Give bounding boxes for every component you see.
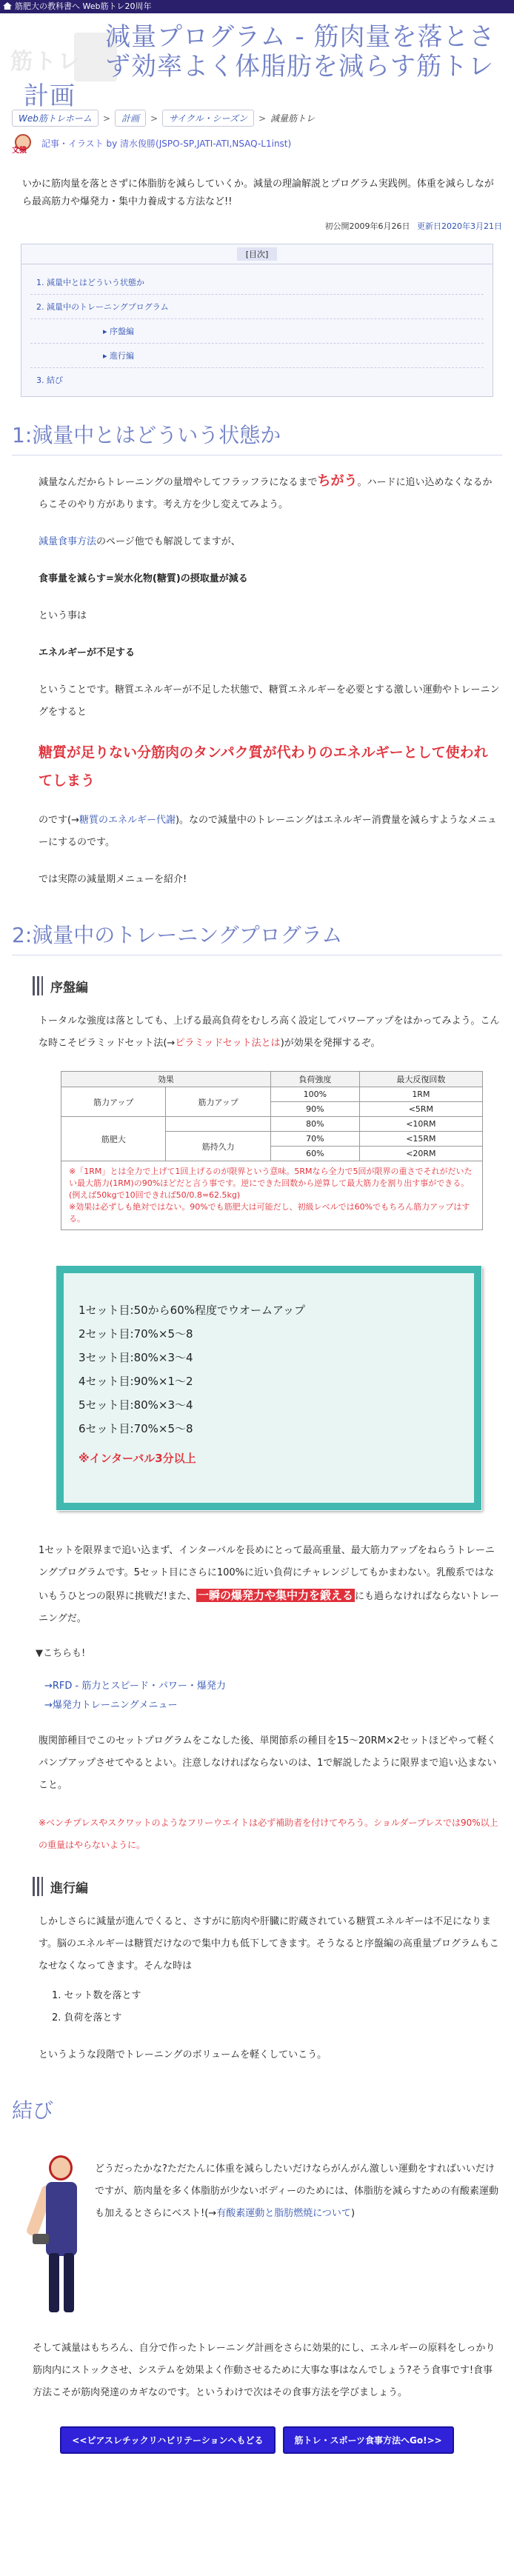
intro-text: いかに筋肉量を落とさずに体脂肪を減らしていくか。減量の理論解説とプログラム実践例。体重を減らしながら最高筋力や爆発力・集中力養成する方法など!! [22,178,494,207]
set-line: 6セット目:70%×5〜8 [79,1422,193,1435]
list-item: 1. セット数を落とす [52,1990,141,2001]
paragraph: 1セットを限界まで追い込まず、インターバルを長めにとって最高重量、最大筋力アップをねらうトレーニングプログラムです。5セット目にさらに100%に近い負荷にチャレンジしてもかまわない。乳酸系ではないもうひとつの限界に挑戦だ!また、 一瞬の爆発力や集中力を鍛える にも過らなければならないトレーニングだ。 [39,1545,499,1624]
paragraph: というような段階でトレーニングのボリュームを軽くしていこう。 [39,2049,327,2061]
link-pyramid-set[interactable]: ピラミッドセット法とは [175,1038,281,1049]
paragraph: ということです。糖質エネルギーが不足した状態で、糖質エネルギーを必要とする激しい運動やトレーニングをすると [39,684,500,718]
paragraph: 食事量を減らす=炭水化物(糖質)の摂取量が減る [39,573,248,584]
set-line: 2セット目:70%×5〜8 [79,1327,193,1341]
subsection-progress: 進行編 [33,1877,502,1896]
heading-bar-icon [33,1877,43,1896]
toc-title: [目次] [237,247,278,261]
page-title: 減量プログラム - 筋肉量を落とさ ず効率よく体脂肪を減らす筋トレ 計画 [24,22,495,111]
section-1-heading: 1:減量中とはどういう状態か [12,421,502,456]
trainer-illustration [33,2152,89,2323]
updated-date: 更新日2020年3月21日 [417,221,502,231]
table-cell [166,1117,270,1132]
breadcrumb-home[interactable]: Web筋トレホーム [12,110,99,127]
breadcrumb-current: 減量筋トレ [270,113,316,124]
paragraph: では実際の減量期メニューを紹介! [39,874,187,885]
site-logo[interactable]: 筋トレ [10,49,81,75]
paragraph: エネルギーが不足する [39,647,136,658]
step-list [52,1985,501,2029]
paragraph: 減量食事方法のページ他でも解説してますが、 [39,536,241,547]
table-of-contents [21,244,493,397]
table-cell: 筋肥大 [61,1117,166,1161]
author-line [12,134,502,161]
related-label: ▼こちらも! [36,1648,86,1659]
table-header: 効果 [61,1072,271,1087]
key-statement: 糖質が足りない分筋肉のタンパク質が代わりのエネルギーとして使われてしまう [39,744,488,789]
paragraph: トータルな強度は落としても、上げる最高負荷をむしろ高く設定してパワーアップをはかってみよう。こんな時こそピラミッドセット法(→ピラミッドセット法とは)が効果を発揮するぞ。 [39,1015,500,1049]
related-link[interactable]: →爆発力トレーニングメニュー [44,1700,178,1711]
table-header: 負荷強度 [270,1072,359,1087]
table-header: 最大反復回数 [359,1072,482,1087]
paragraph: のです(→糖質のエネルギー代謝)。なので減量中のトレーニングはエネルギー消費量を減らすようなメニューにするのです。 [39,815,497,848]
paragraph: という事は [39,610,87,621]
section-3-heading: 結び [12,2098,54,2123]
table-cell: 100% [270,1087,359,1102]
set-line: 4セット目:90%×1〜2 [79,1375,193,1388]
table-cell: 90% [270,1102,359,1117]
link-aerobic[interactable]: 有酸素運動と脂肪燃焼について [216,2208,351,2219]
warning-note: ※ベンチプレスやスクワットのようなフリーウエイトは必ず補助者を付けてやろう。ショルダープレスでは90%以上の重量はやらないように。 [39,1818,498,1850]
table-cell: 60% [270,1147,359,1161]
breadcrumb-plan[interactable]: 計画 [115,110,146,127]
table-cell: 70% [270,1132,359,1147]
set-line: 1セット目:50から60%程度でウオームアップ [79,1304,305,1317]
breadcrumb-cycle[interactable]: サイクル・シーズン [162,110,254,127]
heading-bar-icon [33,976,43,995]
table-cell: 筋力アップ [166,1087,270,1117]
table-cell: 筋持久力 [166,1132,270,1161]
dates [12,220,502,232]
link-diet-method[interactable]: 減量食事方法 [39,536,97,547]
breadcrumb: Web筋トレホーム > 計画 > サイクル・シーズン > 減量筋トレ [12,110,502,127]
subsection-early: 序盤編 [33,976,502,995]
toc-item[interactable]: ▸ 進行編 [30,344,484,368]
table-cell: <15RM [359,1132,482,1147]
table-cell: 筋力アップ [61,1087,166,1117]
highlight: 一瞬の爆発力や集中力を鍛える [197,1589,353,1602]
toc-item[interactable]: ▸ 序盤編 [30,319,484,344]
paragraph: しかしさらに減量が進んでくると、さすがに筋肉や肝臓に貯蔵されている糖質エネルギーは不足になります。脳のエネルギーは糖質だけなので集中力も低下してきます。そうなると序盤編の高重量プログラムもこなせなくなってきます。そんな時は [39,1916,499,1972]
created-date: 初公開2009年6月26日 [324,221,410,231]
author-prefix: 記事・イラスト by [41,139,118,149]
section-2-heading: 2:減量中のトレーニングプログラム [12,921,502,955]
table-cell: <10RM [359,1117,482,1132]
page-header [0,13,514,111]
paragraph: どうだったかな?ただたんに体重を減らしたいだけならがんがん激しい運動をすればいいだけですが、筋肉量を多く体脂肪が少ないボディーのためには、体脂肪を減らすための有酸素運動も加えるとさらにベスト!(→有酸素運動と脂肪燃焼について) [95,2163,498,2219]
top-bar[interactable] [0,0,514,13]
toc-item[interactable]: 2. 減量中のトレーニングプログラム [30,295,484,319]
toc-item[interactable]: 1. 減量中とはどういう状態か [30,270,484,295]
paragraph: そして減量はもちろん、自分で作ったトレーニング計画をさらに効果的にし、エネルギーの原料をしっかり筋肉内にストックさせ、システムを効果よく作動させるために大事な事はなんでしょう?そう食事です!食事方法こそが筋肉発達のカギなのです。というわけで次はその食事方法を学びましょう。 [33,2343,495,2398]
list-item: 2. 負荷を落とす [52,2012,122,2023]
author-name[interactable]: 清水俊勝(JSPO-SP,JATI-ATI,NSAQ-L1inst) [120,139,292,149]
related-link[interactable]: →RFD - 筋力とスピード・パワー・爆発力 [44,1681,226,1692]
top-bar-text: 筋肥大の教科書へ Web筋トレ20周年 [15,1,152,11]
toc-item[interactable]: 3. 結び [36,376,63,385]
paragraph: 腹関節種目でこのセットプログラムをこなした後、単関節系の種目を15〜20RM×2セットほどやって軽くパンプアップさせてやるとよい。注意しなければならないのは、1で解説したように限界まで追い込まないこと。 [39,1735,497,1791]
paragraph: 減量なんだからトレーニングの量増やしてフラッフラになるまでちがう。ハードに追い込めなくなるからこそのやり方があります。考え方を少し変えてみよう。 [39,473,493,510]
set-program-box [56,1266,481,1510]
intensity-table [61,1071,484,1230]
set-line: 5セット目:80%×3〜4 [79,1398,193,1412]
related-links [44,1677,502,1715]
author-avatar: 文猿 [12,134,37,161]
table-cell: 80% [270,1117,359,1132]
interval-note: ※インターバル3分以上 [79,1452,196,1465]
table-notes: ※「1RM」とは全力で上げて1回上げるのが限界という意味。5RMなら全力で5回が限界の重さでそれがだいたい最大筋力(1RM)の90%ほどだと言う事です。逆にできた回数から逆算して最大筋力を割り出す事ができる。(例えば50kgで10回できれば50/0.8=62.5kg) ※効果は必ずしも絶対ではない。90%でも筋肥大は可能だし、初級レベルでは60%でもちろん筋力アップはする。 [61,1161,483,1230]
prev-button[interactable]: <<ピアスレチックリハビリテーションへもどる [60,2426,275,2454]
table-cell: <20RM [359,1147,482,1161]
next-button[interactable]: 筋トレ・スポーツ食事方法へGo!>> [283,2426,454,2454]
home-icon [3,2,12,10]
table-cell: <5RM [359,1102,482,1117]
conclusion [33,2152,502,2323]
nav-buttons [0,2426,514,2454]
table-cell: 1RM [359,1087,482,1102]
link-sugar-metabolism[interactable]: 糖質のエネルギー代謝 [79,815,176,826]
set-line: 3セット目:80%×3〜4 [79,1351,193,1364]
